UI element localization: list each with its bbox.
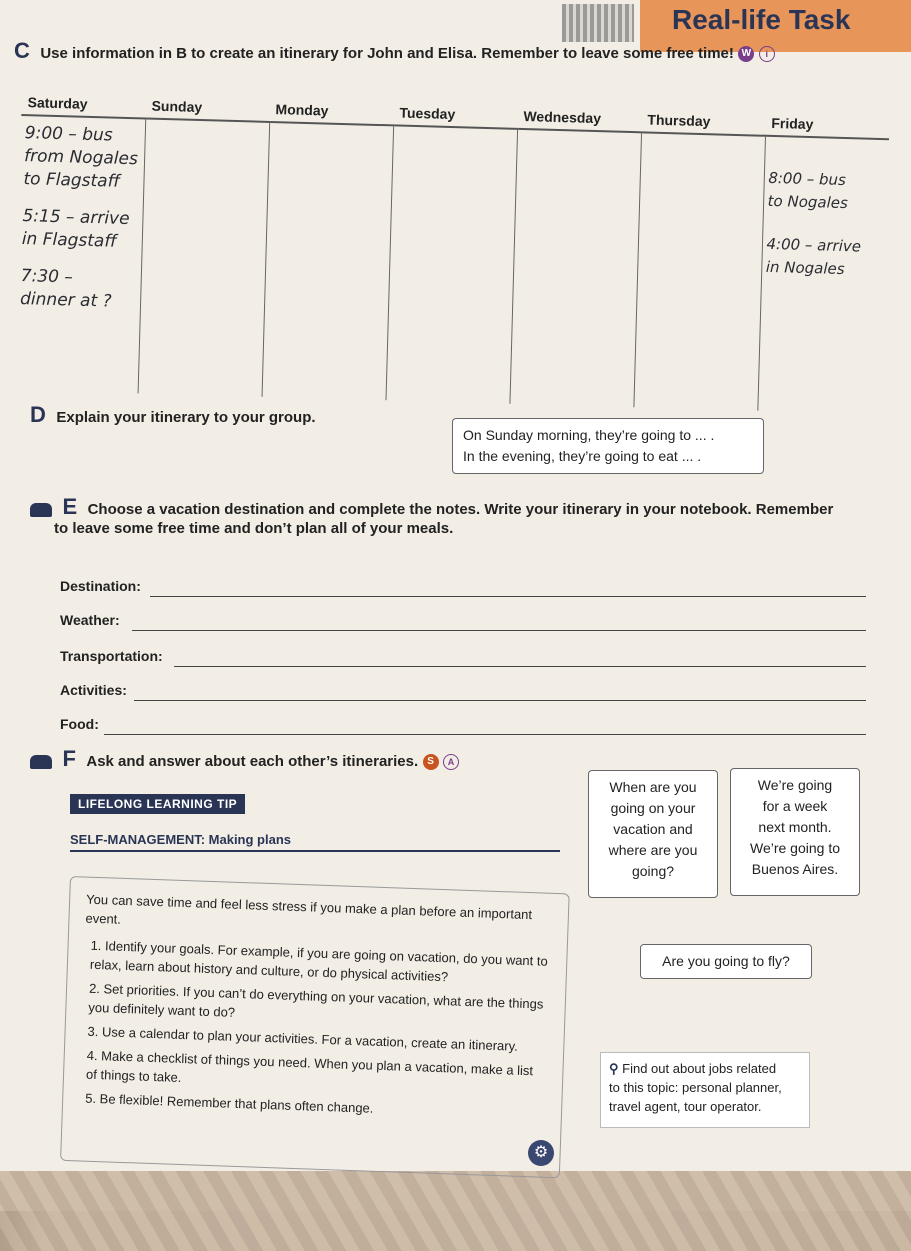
writing-icon: W [738, 46, 754, 62]
jobs-line-text: Find out about jobs related [622, 1061, 777, 1076]
friday-note: 4:00 – arrive [766, 234, 862, 256]
page-title: Real-life Task [672, 4, 851, 35]
activities-label: Activities: [60, 682, 127, 698]
tip-divider [70, 850, 560, 852]
day-tuesday: Tuesday [393, 100, 518, 128]
section-f-heading [30, 746, 459, 772]
saturday-note: 5:15 – arrive [22, 206, 130, 230]
saturday-cell[interactable] [14, 115, 146, 393]
tip-item: 4. Make a checklist of things you need. When you plan a vacation, make a list of things to take. [85, 1047, 534, 1086]
speech-bubble-fly: Are you going to fly? [640, 944, 812, 979]
day-friday: Friday [765, 111, 890, 139]
destination-line [150, 596, 866, 597]
tip-subheader: SELF-MANAGEMENT: Making plans [70, 832, 292, 847]
bubble-q-line: where are you [608, 842, 698, 858]
weather-label: Weather: [60, 612, 120, 628]
tip-item: 3. Use a calendar to plan your activities. For a vacation, create an itinerary. [87, 1023, 519, 1054]
assessment-icon: A [443, 754, 459, 770]
pair-work-icon [30, 503, 52, 517]
speech-bubble-d [452, 418, 764, 474]
gear-icon: ⚙ [528, 1140, 554, 1166]
tip-item: 5. Be flexible! Remember that plans often change. [84, 1090, 374, 1116]
tip-box [60, 876, 570, 1178]
food-label: Food: [60, 716, 99, 732]
speech-bubble-question [588, 770, 718, 898]
speaking-icon: S [423, 754, 439, 770]
bubble-q-line: When are you [609, 779, 697, 795]
activities-field[interactable] [60, 682, 127, 698]
transportation-line [174, 666, 866, 667]
bubble-q-line: going on your [610, 800, 696, 816]
weather-field[interactable] [60, 612, 120, 628]
transportation-label: Transportation: [60, 648, 163, 664]
friday-note: to Nogales [767, 191, 849, 213]
tip-list [79, 936, 551, 1124]
section-c-heading [14, 38, 894, 64]
section-e-instruction-line2: to leave some free time and don’t plan all of your meals. [54, 520, 454, 537]
section-e-heading [30, 494, 890, 537]
section-d-instruction: Explain your itinerary to your group. [56, 409, 316, 426]
section-f-letter: F [62, 746, 76, 771]
day-sunday: Sunday [145, 93, 270, 121]
section-c-instruction: Use information in B to create an itinerary for John and Elisa. Remember to leave some free time! [40, 45, 734, 62]
section-d-heading [30, 402, 316, 428]
friday-note: 8:00 – bus [768, 168, 847, 190]
saturday-note: to Flagstaff [23, 169, 121, 192]
weather-line [132, 630, 866, 631]
speech-bubble-answer [730, 768, 860, 896]
section-e-instruction-line1: Choose a vacation destination and complete the notes. Write your itinerary in your notebook. Remember [87, 501, 834, 518]
bubble-a-line: We’re going to [749, 840, 840, 856]
activities-line [134, 700, 866, 701]
qr-code-icon [562, 4, 634, 42]
bubble-d-line: In the evening, they’re going to eat ... . [463, 448, 702, 464]
day-monday: Monday [269, 97, 394, 125]
saturday-note: dinner at ? [19, 289, 112, 312]
day-thursday: Thursday [641, 107, 766, 135]
bubble-q-line: vacation and [613, 821, 693, 837]
jobs-line [609, 1059, 801, 1078]
saturday-note: in Flagstaff [21, 229, 117, 252]
monday-cell[interactable] [262, 122, 394, 400]
saturday-note: 7:30 – [20, 266, 74, 288]
tip-item: 1. Identify your goals. For example, if you are going on vacation, do you want to relax, learn about history and culture, or do physical activities? [89, 937, 549, 985]
day-wednesday: Wednesday [517, 104, 642, 132]
friday-cell[interactable] [757, 136, 889, 414]
transportation-field[interactable] [60, 648, 163, 664]
tip-intro: You can save time and feel less stress if you make a plan before an important event. [85, 891, 533, 927]
food-line [104, 734, 866, 735]
section-d-letter: D [30, 402, 46, 427]
bubble-a-line: We’re going [757, 777, 833, 793]
saturday-note: 9:00 – bus [24, 123, 113, 146]
section-f-instruction: Ask and answer about each other’s itineraries. [86, 753, 419, 770]
bubble-d-line: On Sunday morning, they’re going to ... . [463, 427, 715, 443]
tip-header: LIFELONG LEARNING TIP [70, 794, 245, 814]
individual-icon: i [759, 46, 775, 62]
jobs-line: to this topic: personal planner, [609, 1080, 782, 1095]
destination-field[interactable] [60, 578, 141, 594]
wednesday-cell[interactable] [509, 129, 641, 407]
pair-work-icon [30, 755, 52, 769]
jobs-box [600, 1052, 810, 1128]
saturday-note: from Nogales [23, 146, 139, 170]
section-c-letter: C [14, 38, 30, 63]
search-icon: ⚲ [609, 1061, 619, 1076]
section-e-letter: E [62, 494, 78, 519]
destination-label: Destination: [60, 578, 141, 594]
day-saturday: Saturday [21, 90, 146, 118]
bubble-a-line: Buenos Aires. [751, 861, 839, 877]
itinerary-table [14, 90, 890, 414]
bubble-q-line: going? [631, 863, 675, 879]
sunday-cell[interactable] [138, 118, 270, 396]
bubble-a-line: for a week [762, 798, 828, 814]
friday-note: in Nogales [765, 257, 845, 279]
floor-background [0, 1171, 911, 1251]
tip-item: 2. Set priorities. If you can’t do everything on your vacation, what are the things you definitely want to do? [88, 980, 544, 1020]
bubble-a-line: next month. [758, 819, 832, 835]
jobs-line: travel agent, tour operator. [609, 1099, 762, 1114]
tuesday-cell[interactable] [385, 125, 517, 403]
thursday-cell[interactable] [633, 132, 765, 410]
food-field[interactable] [60, 716, 99, 732]
